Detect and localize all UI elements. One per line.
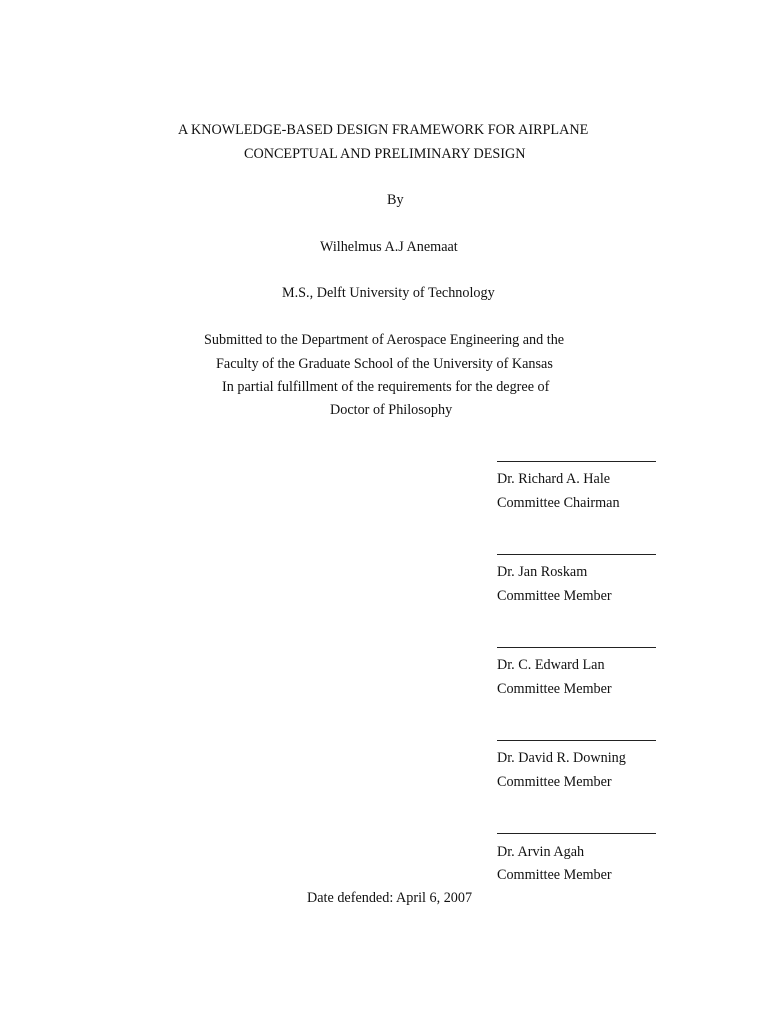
submission-line-2: Faculty of the Graduate School of the University of Kansas xyxy=(216,356,553,372)
author-name: Wilhelmus A.J Anemaat xyxy=(320,239,458,255)
degree-name: Doctor of Philosophy xyxy=(330,402,453,418)
date-defended: Date defended: April 6, 2007 xyxy=(307,890,473,906)
committee-member-name: Dr. Arvin Agah xyxy=(497,844,585,860)
committee-member-name: Dr. David R. Downing xyxy=(497,750,626,766)
by-label: By xyxy=(387,192,404,208)
committee-member-name: Dr. Jan Roskam xyxy=(497,564,588,580)
committee-member-role: Committee Chairman xyxy=(497,495,620,511)
committee-member-name: Dr. Richard A. Hale xyxy=(497,471,611,487)
committee-member-role: Committee Member xyxy=(497,774,612,790)
committee-member-role: Committee Member xyxy=(497,681,612,697)
signature-line xyxy=(497,647,656,648)
committee-member-role: Committee Member xyxy=(497,588,612,604)
committee-member-name: Dr. C. Edward Lan xyxy=(497,657,605,673)
signature-line xyxy=(497,833,656,834)
title-line-1: A KNOWLEDGE-BASED DESIGN FRAMEWORK FOR AIRPLANE xyxy=(178,122,589,138)
signature-line xyxy=(497,554,656,555)
signature-line xyxy=(497,740,656,741)
prior-degree: M.S., Delft University of Technology xyxy=(282,285,495,301)
committee-member-role: Committee Member xyxy=(497,867,612,883)
signature-line xyxy=(497,461,656,462)
submission-line-1: Submitted to the Department of Aerospace Engineering and the xyxy=(204,332,565,348)
title-line-2: CONCEPTUAL AND PRELIMINARY DESIGN xyxy=(244,146,526,162)
submission-line-3: In partial fulfillment of the requirements for the degree of xyxy=(222,379,550,395)
